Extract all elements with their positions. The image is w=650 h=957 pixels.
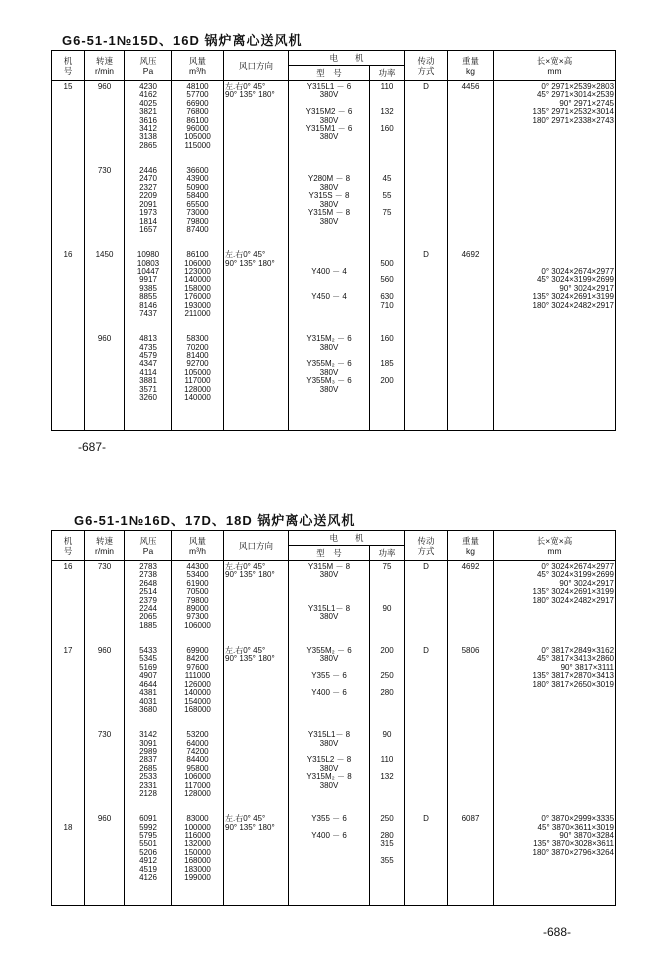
cell-motor-model: Y315L1 － 6 380V Y315M2 － 6 380V Y315M1 － 6 380V Y280M － 8 380V Y315S － 8 380V Y315M － 8 380V Y400 － 4 Y450 － 4 Y315M₂ － 6 380V Y355M₂ － 6 380V Y355M₃ － 6 380V — [289, 81, 370, 431]
header-drive: 传动 方式 — [405, 51, 448, 81]
header-speed: 转速 r/min — [85, 51, 125, 81]
cell-motor-model: Y315M － 8 380V Y315L1－ 8 380V Y355M₂ － 6 380V Y355 － 6 Y400 － 6 Y315L1－ 8 380V Y315L2 － 8 380V Y315M₂ － 8 380V Y355 － 6 Y400 － 6 — [289, 561, 370, 906]
page-number-687: -687- — [78, 440, 107, 454]
cell-speed: 730 960 730 960 — [85, 561, 125, 906]
cell-machine-no: 15 16 — [52, 81, 85, 431]
table-row — [52, 561, 616, 906]
page-687-title: G6-51-1№15D、16D 锅炉离心送风机 — [62, 33, 303, 48]
cell-pressure: 2783 2738 2648 2514 2379 2244 2065 1885 5433 5345 5169 4907 4644 4381 4031 3680 3142 3091 2989 2837 2685 2533 2331 2128 6091 5992 5795 5501 5206 4912 4519 4126 — [125, 561, 172, 906]
page-number-688: -688- — [543, 925, 572, 939]
cell-pressure: 4230 4162 4025 3821 3616 3412 3138 2865 2446 2470 2327 2209 2091 1973 1814 1657 10980 10803 10447 9917 9385 8855 8146 7437 4813 4735 4579 4347 4114 3881 3571 3260 — [125, 81, 172, 431]
header-motor-power: 功率 — [370, 546, 405, 561]
header-weight: 重量 kg — [448, 531, 494, 561]
header-motor: 电 机 — [289, 531, 405, 546]
cell-speed: 960 730 1450 960 — [85, 81, 125, 431]
table-row — [52, 81, 616, 431]
cell-drive: D D — [405, 81, 448, 431]
header-outlet-direction: 风口方向 — [224, 51, 289, 81]
header-drive: 传动 方式 — [405, 531, 448, 561]
header-weight: 重量 kg — [448, 51, 494, 81]
cell-drive: D D D — [405, 561, 448, 906]
page-688-title: G6-51-1№16D、17D、18D 锅炉离心送风机 — [74, 513, 356, 528]
header-dimensions: 长×宽×高 mm — [494, 51, 616, 81]
cell-outlet-direction: 左.右0° 45° 90° 135° 180° 左.右0° 45° 90° 135° 180° 左.右0° 45° 90° 135° 180° — [224, 561, 289, 906]
header-dimensions: 长×宽×高 mm — [494, 531, 616, 561]
header-pressure: 风压 Pa — [125, 531, 172, 561]
cell-motor-power: 75 90 200 250 280 90 110 132 250 280 315 355 — [370, 561, 405, 906]
cell-machine-no: 16 17 18 — [52, 561, 85, 906]
header-machine-no: 机 号 — [52, 531, 85, 561]
cell-weight: 4456 4692 — [448, 81, 494, 431]
header-outlet-direction: 风口方向 — [224, 531, 289, 561]
header-flow: 风量 m³/h — [172, 51, 224, 81]
header-motor-model: 型 号 — [289, 66, 370, 81]
cell-motor-power: 110 132 160 45 55 75 500 560 630 710 160 185 200 — [370, 81, 405, 431]
header-motor-power: 功率 — [370, 66, 405, 81]
fan-spec-table-688 — [51, 530, 616, 906]
header-motor: 电 机 — [289, 51, 405, 66]
cell-flow: 44300 53400 61900 70500 79800 89000 97300 106000 69900 84200 97600 111000 126000 140000 154000 168000 53200 64000 74200 84400 95800 106000 117000 128000 83000 100000 116000 132000 150000 168000 183000 199000 — [172, 561, 224, 906]
header-motor-model: 型 号 — [289, 546, 370, 561]
fan-spec-table-687 — [51, 50, 616, 431]
cell-dimensions: 0° 2971×2539×2803 45° 2971×3014×2539 90° 2971×2745 135° 2971×2532×3014 180° 2971×2338×2743 0° 3024×2674×2977 45° 3024×3199×2699 90° 3024×2917 135° 3024×2691×3199 180° 3024×2482×2917 — [494, 81, 616, 431]
cell-weight: 4692 5806 6087 — [448, 561, 494, 906]
header-machine-no: 机 号 — [52, 51, 85, 81]
header-speed: 转速 r/min — [85, 531, 125, 561]
cell-dimensions: 0° 3024×2674×2977 45° 3024×3199×2699 90° 3024×2917 135° 3024×2691×3199 180° 3024×2482×2917 0° 3817×2849×3162 45° 3817×3413×2860 90° 3817×3111 135° 3817×2870×3413 180° 3817×2650×3019 0° 3870×2999×3335 45° 3870×3611×3019 90° 3870×3284 135° 3870×3028×3611 180° 3870×2796×3264 — [494, 561, 616, 906]
cell-outlet-direction: 左.右0° 45° 90° 135° 180° 左.右0° 45° 90° 135° 180° — [224, 81, 289, 431]
header-flow: 风量 m³/h — [172, 531, 224, 561]
cell-flow: 48100 57700 66900 76800 86100 96000 105000 115000 36600 43900 50900 58400 65500 73000 79800 87400 86100 106000 123000 140000 158000 176000 193000 211000 58300 70200 81400 92700 105000 117000 128000 140000 — [172, 81, 224, 431]
header-pressure: 风压 Pa — [125, 51, 172, 81]
